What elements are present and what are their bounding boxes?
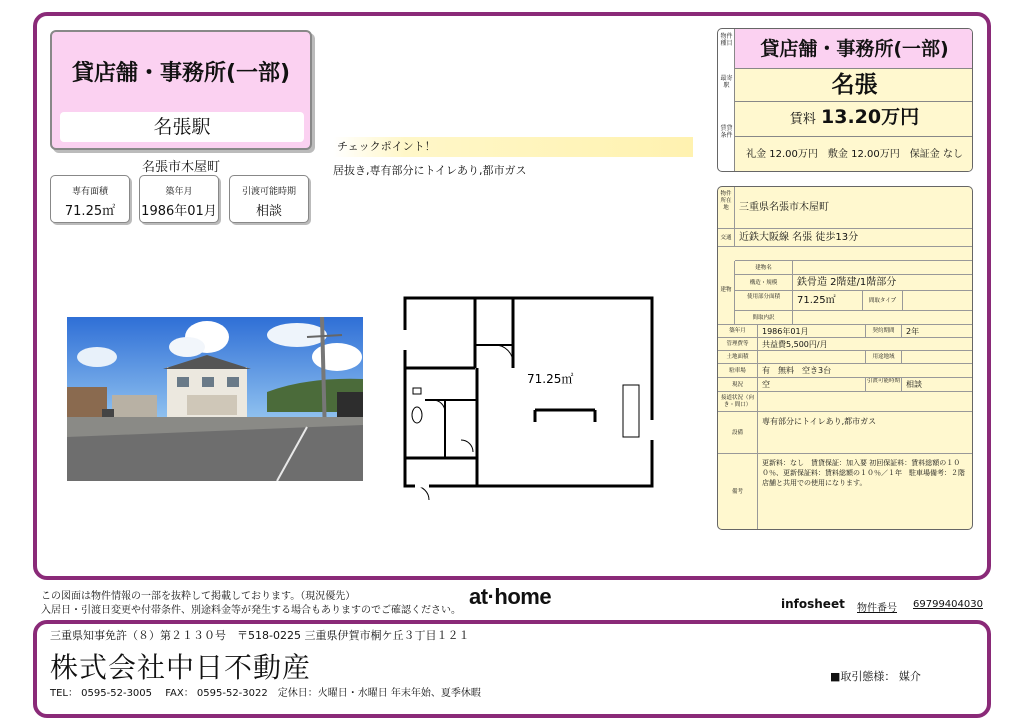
spec-value: 相談	[255, 204, 282, 219]
label-mgmt: 管理費等	[718, 338, 758, 351]
handover-value: 相談	[902, 378, 973, 392]
mgmt-value: 共益費5,500円/月	[758, 338, 973, 351]
label-contract: 契約期間	[866, 325, 902, 338]
spec-value: 1986年01月	[141, 204, 217, 219]
spec-area	[50, 175, 130, 223]
spec-built	[139, 175, 219, 223]
athome-logo: at·home	[469, 584, 552, 609]
summary-side-labels	[718, 29, 735, 171]
side-label-station: 最寄駅	[720, 75, 733, 89]
rent-value: 13.20万円	[821, 106, 920, 128]
rent-label: 賃料	[789, 112, 816, 127]
label-building-name: 建物名	[735, 261, 793, 275]
building-name-value	[793, 261, 973, 275]
blank-row	[735, 247, 973, 261]
zoning-value	[902, 351, 973, 364]
structure-value: 鉄骨造 2階建/1階部分	[793, 275, 973, 291]
parking-value: 有 無料 空き3台	[758, 364, 973, 378]
frontage-value	[758, 392, 973, 412]
label-transport: 交通	[718, 229, 735, 247]
label-frontage: 接道状況（向き・間口）	[718, 392, 758, 412]
label-parking: 駐車場	[718, 364, 758, 378]
side-label-terms: 賃貸条件	[720, 125, 733, 139]
summary-rent	[735, 102, 973, 137]
details-panel	[717, 186, 973, 530]
spec-label: 専有面積	[71, 187, 108, 197]
station-name: 名張駅	[60, 112, 304, 142]
label-handover: 引渡可能時期	[866, 378, 902, 392]
summary-station: 名張	[735, 69, 973, 102]
label-status: 現況	[718, 378, 758, 392]
summary-panel	[717, 28, 973, 172]
building-photo	[67, 317, 363, 481]
label-equipment: 設備	[718, 412, 758, 454]
location-value: 三重県名張市木屋町	[735, 187, 973, 229]
spec-value: 71.25㎡	[64, 204, 116, 219]
layout-type-value	[903, 291, 973, 311]
contract-value: 2年	[902, 325, 973, 338]
label-land: 土地面積	[718, 351, 758, 364]
label-building: 建物	[718, 261, 735, 325]
address: 名張市木屋町	[141, 160, 220, 175]
spec-label: 築年月	[165, 187, 193, 197]
label-zoning: 用途地域	[866, 351, 902, 364]
label-area: 使用部分面積	[735, 291, 793, 311]
label-remarks: 備考	[718, 454, 758, 530]
transport-value: 近鉄大阪線 名張 徒歩13分	[735, 229, 973, 247]
label-layout-detail: 間取内訳	[735, 311, 793, 325]
contact-info: TEL： 0595-52-3005 FAX： 0595-52-3022 定休日：火曜日・水曜日 年末年始、夏季休暇	[50, 688, 481, 699]
license-info: 三重県知事免許（８）第２１３０号 〒518-0225 三重県伊賀市桐ケ丘３丁目１２１	[50, 629, 470, 642]
built-value: 1986年01月	[758, 325, 866, 338]
area-value: 71.25㎡	[793, 291, 863, 311]
property-number-label: 物件番号	[857, 603, 897, 614]
floor-plan	[395, 290, 665, 505]
checkpoint-heading: チェックポイント！	[333, 137, 693, 157]
property-type: 貸店舗・事務所(一部)	[71, 61, 291, 86]
checkpoint-text: 居抜き,専有部分にトイレあり,都市ガス	[333, 164, 527, 177]
label-built: 築年月	[718, 325, 758, 338]
label-layout-type: 間取タイプ	[863, 291, 903, 311]
land-value	[758, 351, 866, 364]
transaction-type: ■取引態様： 媒介	[830, 670, 921, 683]
spec-handover	[229, 175, 309, 223]
title-card	[50, 30, 312, 150]
summary-type: 貸店舗・事務所(一部)	[735, 29, 973, 69]
label-structure: 構造・規模	[735, 275, 793, 291]
notice-line-2: 入居日・引渡日変更や付帯条件、別途料金等が発生する場合もありますのでご確認ください。	[41, 605, 461, 616]
company-name: 株式会社中日不動産	[50, 651, 312, 684]
remarks-value: 更新料：なし 賃貸保証：加入要 初回保証料：賃料総額の１００％、更新保証料：賃料総額の１０％／１年 駐車場備考：２階店舗と共用での使用になります。	[758, 454, 973, 530]
notice-line-1: この図面は物件情報の一部を抜粋して掲載しております。（現況優先）	[41, 591, 356, 602]
label-location: 物件所在地	[718, 187, 735, 229]
floor-area-label: 71.25㎡	[527, 372, 574, 386]
property-number: 69799404030	[913, 599, 983, 610]
status-value: 空	[758, 378, 866, 392]
summary-fees: 礼金 12.00万円 敷金 12.00万円 保証金 なし	[735, 137, 973, 172]
spec-label: 引渡可能時期	[241, 187, 296, 197]
infosheet-label: infosheet	[781, 597, 845, 611]
side-label-item: 物件種目	[720, 33, 733, 47]
equipment-value: 専有部分にトイレあり,都市ガス	[758, 412, 973, 454]
layout-detail-value	[793, 311, 973, 325]
